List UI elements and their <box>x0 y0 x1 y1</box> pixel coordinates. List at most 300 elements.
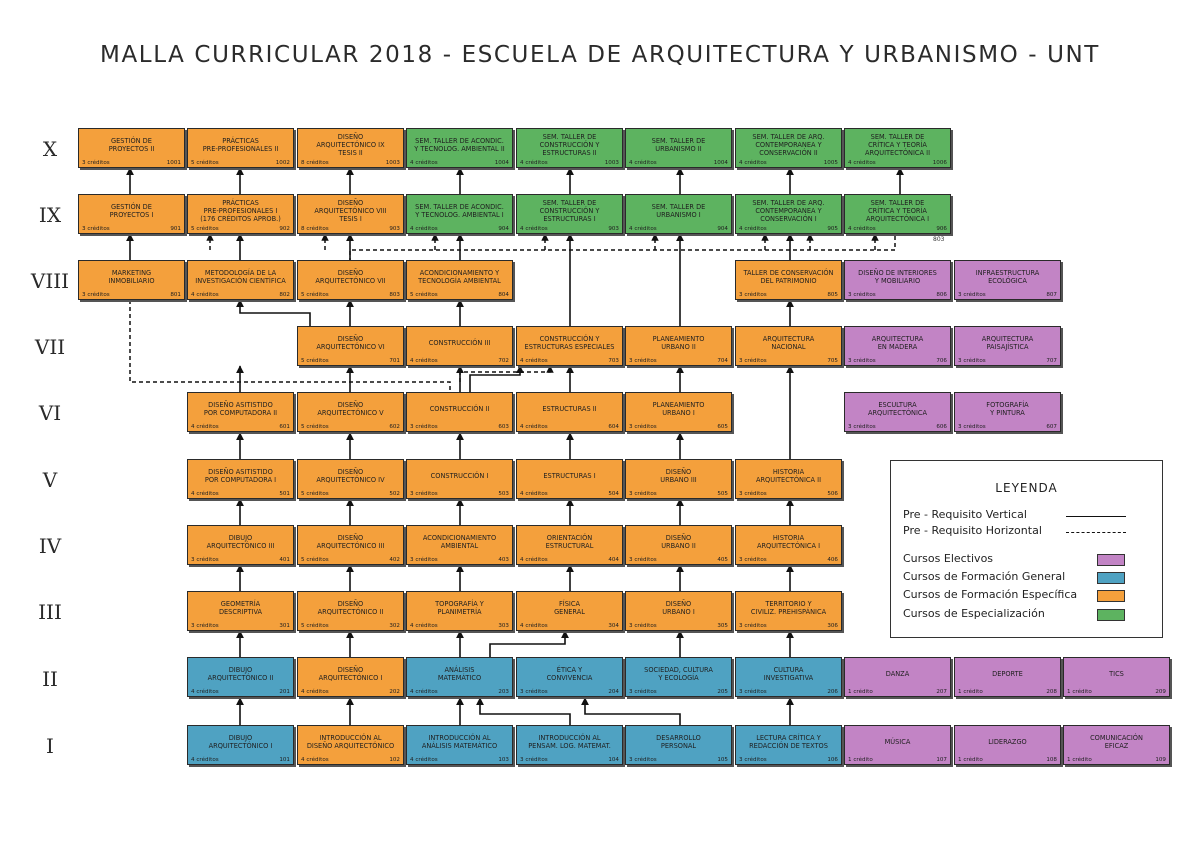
course-303[interactable] <box>406 591 513 631</box>
course-203[interactable] <box>406 657 513 697</box>
course-credits: 1 crédito <box>958 757 983 763</box>
course-1003-constr[interactable] <box>516 128 623 168</box>
course-name: ESCULTURA ARQUITECTÓNICA <box>867 401 928 417</box>
course-607[interactable] <box>954 392 1061 432</box>
course-name: DIBUJO ARQUITECTÓNICO I <box>208 734 273 750</box>
course-name: ESTRUCTURAS I <box>543 472 596 480</box>
course-605[interactable] <box>625 392 732 432</box>
course-code: 801 <box>170 292 181 298</box>
course-credits: 5 créditos <box>410 292 438 298</box>
course-name: INTRODUCCIÓN AL DISEÑO ARQUITECTÓNICO <box>306 734 395 750</box>
course-code: 101 <box>279 757 290 763</box>
course-code: 208 <box>1046 689 1057 695</box>
course-1006[interactable] <box>844 128 951 168</box>
course-406[interactable] <box>735 525 842 565</box>
course-credits: 4 créditos <box>520 623 548 629</box>
course-name: CULTURA INVESTIGATIVA <box>763 666 814 682</box>
page-title: MALLA CURRICULAR 2018 - ESCUELA DE ARQUITECTURA Y URBANISMO - UNT <box>100 42 1100 68</box>
course-code: 104 <box>608 757 619 763</box>
course-credits: 4 créditos <box>410 757 438 763</box>
course-credits: 4 créditos <box>520 358 548 364</box>
course-code: 1004 <box>713 160 728 166</box>
course-code: 804 <box>498 292 509 298</box>
course-code: 705 <box>827 358 838 364</box>
course-name: DISEÑO URBANO I <box>662 600 695 616</box>
course-credits: 3 créditos <box>82 292 110 298</box>
course-code: 1004 <box>494 160 509 166</box>
course-code: 1003 <box>385 160 400 166</box>
course-1004-acondic[interactable] <box>406 128 513 168</box>
course-credits: 4 créditos <box>520 557 548 563</box>
semester-label-iii: III <box>38 600 62 624</box>
course-name: TOPOGRAFÍA Y PLANIMETRÍA <box>435 600 484 616</box>
course-code: 108 <box>1046 757 1057 763</box>
course-name: ARQUITECTURA EN MADERA <box>871 335 924 351</box>
course-credits: 4 créditos <box>739 160 767 166</box>
course-name: DISEÑO ARQUITECTÓNICO VIII TESIS I <box>314 199 387 223</box>
course-credits: 5 créditos <box>301 358 329 364</box>
course-name: LIDERAZGO <box>988 738 1027 746</box>
course-code: 103 <box>498 757 509 763</box>
course-207[interactable] <box>844 657 951 697</box>
course-name: ACONDICIONAMIENTO Y TECNOLOGÍA AMBIENTAL <box>418 269 501 285</box>
course-name: DEPORTE <box>992 670 1023 678</box>
course-name: ESTRUCTURAS II <box>542 405 597 413</box>
course-code: 209 <box>1155 689 1166 695</box>
course-code: 707 <box>1046 358 1057 364</box>
course-name: SEM. TALLER DE CRÍTICA Y TEORÍA ARQUITECTÓNICA II <box>864 133 931 157</box>
course-602[interactable] <box>297 392 404 432</box>
link-203-304 <box>490 631 565 659</box>
course-credits: 3 créditos <box>739 623 767 629</box>
course-name: SEM. TALLER DE ARQ. CONTEMPORANEA Y CONSERVACIÓN I <box>752 199 825 223</box>
course-name: DISEÑO DE INTERIORES Y MOBILIARIO <box>858 269 937 285</box>
legend-swatch-green <box>1097 609 1125 621</box>
course-107[interactable] <box>844 725 951 765</box>
course-credits: 5 créditos <box>301 623 329 629</box>
course-901[interactable] <box>78 194 185 234</box>
course-902[interactable] <box>187 194 294 234</box>
course-name: CONSTRUCCIÓN Y ESTRUCTURAS ESPECIALES <box>524 335 615 351</box>
course-1004-urban[interactable] <box>625 128 732 168</box>
semester-label-viii: VIII <box>30 269 70 293</box>
course-905[interactable] <box>735 194 842 234</box>
course-name: DISEÑO ARQUITECTÓNICO II <box>317 600 384 616</box>
course-credits: 4 créditos <box>191 292 219 298</box>
course-credits: 4 créditos <box>410 689 438 695</box>
course-credits: 4 créditos <box>301 757 329 763</box>
course-code: 607 <box>1046 424 1057 430</box>
course-credits: 4 créditos <box>410 358 438 364</box>
course-code: 402 <box>389 557 400 563</box>
course-code: 207 <box>936 689 947 695</box>
course-502[interactable] <box>297 459 404 499</box>
course-code: 204 <box>608 689 619 695</box>
course-606[interactable] <box>844 392 951 432</box>
course-name: MARKETING INMOBILIARIO <box>108 269 155 285</box>
course-name: DISEÑO URBANO II <box>661 534 696 550</box>
legend-swatch-orange <box>1097 590 1125 602</box>
course-code: 502 <box>389 491 400 497</box>
course-code: 903 <box>389 226 400 232</box>
legend-horizontal-label: Pre - Requisito Horizontal <box>903 524 1042 537</box>
course-credits: 3 créditos <box>958 424 986 430</box>
course-credits: 3 créditos <box>739 292 767 298</box>
course-credits: 3 créditos <box>739 757 767 763</box>
course-credits: 5 créditos <box>191 226 219 232</box>
course-306[interactable] <box>735 591 842 631</box>
course-code: 603 <box>498 424 509 430</box>
course-credits: 3 créditos <box>410 557 438 563</box>
course-code: 109 <box>1155 757 1166 763</box>
link-104-203 <box>480 698 570 727</box>
legend-dashed-line <box>1066 532 1126 533</box>
course-503[interactable] <box>406 459 513 499</box>
course-code: 901 <box>170 226 181 232</box>
course-credits: 5 créditos <box>301 557 329 563</box>
course-code: 706 <box>936 358 947 364</box>
course-name: METODOLOGÍA DE LA INVESTIGACIÓN CIENTÍFICA <box>195 269 286 285</box>
course-code: 1006 <box>932 160 947 166</box>
course-807[interactable] <box>954 260 1061 300</box>
course-credits: 5 créditos <box>301 491 329 497</box>
course-906[interactable] <box>844 194 951 234</box>
course-name: DISEÑO ARQUITECTÓNICO V <box>317 401 384 417</box>
course-credits: 3 créditos <box>191 623 219 629</box>
course-credits: 1 crédito <box>848 689 873 695</box>
course-code: 807 <box>1046 292 1057 298</box>
course-code: 406 <box>827 557 838 563</box>
course-code: 301 <box>279 623 290 629</box>
course-106[interactable] <box>735 725 842 765</box>
course-name: MÚSICA <box>884 738 911 746</box>
course-109[interactable] <box>1063 725 1170 765</box>
course-202[interactable] <box>297 657 404 697</box>
course-code: 107 <box>936 757 947 763</box>
course-805[interactable] <box>735 260 842 300</box>
course-credits: 4 créditos <box>848 160 876 166</box>
course-credits: 1 crédito <box>848 757 873 763</box>
course-904-acondic[interactable] <box>406 194 513 234</box>
course-credits: 3 créditos <box>848 424 876 430</box>
course-name: CONSTRUCCIÓN II <box>429 405 490 413</box>
course-name: SEM. TALLER DE URBANISMO II <box>651 137 706 153</box>
course-name: SEM. TALLER DE ACONDIC. Y TECNOLOG. AMBIENTAL I <box>415 203 504 219</box>
course-209[interactable] <box>1063 657 1170 697</box>
course-name: FÍSICA GENERAL <box>554 600 585 616</box>
course-201[interactable] <box>187 657 294 697</box>
course-name: DISEÑO ASITISTIDO POR COMPUTADORA II <box>203 401 278 417</box>
course-code: 602 <box>389 424 400 430</box>
course-credits: 8 créditos <box>301 226 329 232</box>
legend-especifica-label: Cursos de Formación Específica <box>903 588 1078 601</box>
course-701[interactable] <box>297 326 404 366</box>
course-credits: 4 créditos <box>191 491 219 497</box>
course-504[interactable] <box>516 459 623 499</box>
course-name: HISTORIA ARQUITECTÓNICA II <box>755 468 822 484</box>
course-806[interactable] <box>844 260 951 300</box>
course-name: HISTORIA ARQUITECTÓNICA I <box>756 534 821 550</box>
course-code: 501 <box>279 491 290 497</box>
course-name: SEM. TALLER DE CRÍTICA Y TEORÍA ARQUITECTÓNICA I <box>865 199 930 223</box>
course-credits: 3 créditos <box>739 491 767 497</box>
course-name: PRÁCTICAS PRE-PROFESIONALES I (176 CRÉDITOS APROB.) <box>200 199 281 223</box>
course-code: 201 <box>279 689 290 695</box>
course-credits: 4 créditos <box>410 623 438 629</box>
course-104[interactable] <box>516 725 623 765</box>
course-name: DIBUJO ARQUITECTÓNICO III <box>206 534 275 550</box>
course-code: 1005 <box>823 160 838 166</box>
course-1002[interactable] <box>187 128 294 168</box>
course-credits: 4 créditos <box>520 160 548 166</box>
course-credits: 3 créditos <box>629 757 657 763</box>
course-903-constr[interactable] <box>516 194 623 234</box>
course-208[interactable] <box>954 657 1061 697</box>
course-code: 904 <box>717 226 728 232</box>
course-name: LECTURA CRÍTICA Y REDACCIÓN DE TEXTOS <box>749 734 828 750</box>
course-206[interactable] <box>735 657 842 697</box>
course-code: 805 <box>827 292 838 298</box>
course-credits: 5 créditos <box>191 160 219 166</box>
course-804[interactable] <box>406 260 513 300</box>
course-name: TALLER DE CONSERVACIÓN DEL PATRIMONIO <box>743 269 834 285</box>
legend-swatch-purple <box>1097 554 1125 566</box>
course-code: 1003 <box>604 160 619 166</box>
course-code: 304 <box>608 623 619 629</box>
legend-general-label: Cursos de Formación General <box>903 570 1066 583</box>
course-name: SEM. TALLER DE CONSTRUCCIÓN Y ESTRUCTURAS II <box>539 133 600 157</box>
course-code: 202 <box>389 689 400 695</box>
course-101[interactable] <box>187 725 294 765</box>
course-name: ORIENTACIÓN ESTRUCTURAL <box>545 534 594 550</box>
course-505[interactable] <box>625 459 732 499</box>
course-code: 106 <box>827 757 838 763</box>
course-credits: 3 créditos <box>739 689 767 695</box>
course-code: 505 <box>717 491 728 497</box>
course-code: 504 <box>608 491 619 497</box>
legend-vertical-label: Pre - Requisito Vertical <box>903 508 1027 521</box>
course-credits: 4 créditos <box>520 491 548 497</box>
course-code: 604 <box>608 424 619 430</box>
course-name: DISEÑO ARQUITECTÓNICO VII <box>315 269 386 285</box>
course-code: 306 <box>827 623 838 629</box>
course-code: 503 <box>498 491 509 497</box>
course-403[interactable] <box>406 525 513 565</box>
semester-label-ix: IX <box>38 203 62 227</box>
course-code: 506 <box>827 491 838 497</box>
course-604[interactable] <box>516 392 623 432</box>
course-code: 702 <box>498 358 509 364</box>
course-credits: 3 créditos <box>410 424 438 430</box>
course-105[interactable] <box>625 725 732 765</box>
course-credits: 4 créditos <box>410 226 438 232</box>
course-credits: 3 créditos <box>82 226 110 232</box>
course-name: CONSTRUCCIÓN I <box>430 472 489 480</box>
course-name: INFRAESTRUCTURA ECOLÓGICA <box>975 269 1040 285</box>
course-credits: 3 créditos <box>739 557 767 563</box>
course-name: GESTIÓN DE PROYECTOS II <box>108 137 155 153</box>
course-name: ACONDICIONAMIENTO AMBIENTAL <box>422 534 497 550</box>
course-305[interactable] <box>625 591 732 631</box>
course-name: DISEÑO ARQUITECTÓNICO IV <box>316 468 385 484</box>
course-704[interactable] <box>625 326 732 366</box>
course-102[interactable] <box>297 725 404 765</box>
course-name: ARQUITECTURA NACIONAL <box>762 335 815 351</box>
course-code: 303 <box>498 623 509 629</box>
course-904-urban[interactable] <box>625 194 732 234</box>
course-name: ARQUITECTURA PAISAJÍSTICA <box>981 335 1034 351</box>
legend-electivos-label: Cursos Electivos <box>903 552 994 565</box>
course-108[interactable] <box>954 725 1061 765</box>
course-credits: 5 créditos <box>301 424 329 430</box>
course-205[interactable] <box>625 657 732 697</box>
course-credits: 4 créditos <box>410 160 438 166</box>
course-name: GESTIÓN DE PROYECTOS I <box>109 203 154 219</box>
course-801[interactable] <box>78 260 185 300</box>
course-code: 305 <box>717 623 728 629</box>
course-credits: 3 créditos <box>629 491 657 497</box>
course-name: DANZA <box>885 670 910 678</box>
course-code: 205 <box>717 689 728 695</box>
course-credits: 3 créditos <box>958 358 986 364</box>
course-401[interactable] <box>187 525 294 565</box>
course-code: 405 <box>717 557 728 563</box>
course-1005[interactable] <box>735 128 842 168</box>
course-credits: 4 créditos <box>848 226 876 232</box>
course-credits: 5 créditos <box>301 292 329 298</box>
course-706[interactable] <box>844 326 951 366</box>
course-name: COMUNICACIÓN EFICAZ <box>1090 734 1143 750</box>
course-code: 102 <box>389 757 400 763</box>
course-702[interactable] <box>406 326 513 366</box>
course-credits: 4 créditos <box>739 226 767 232</box>
course-credits: 3 créditos <box>629 689 657 695</box>
legend-solid-line <box>1066 516 1126 517</box>
course-204[interactable] <box>516 657 623 697</box>
course-credits: 3 créditos <box>629 424 657 430</box>
semester-label-i: I <box>46 734 54 758</box>
course-credits: 4 créditos <box>301 689 329 695</box>
link-105-204 <box>585 698 680 727</box>
hlink-603-703 <box>460 366 550 382</box>
course-code: 905 <box>827 226 838 232</box>
course-code: 902 <box>279 226 290 232</box>
course-601[interactable] <box>187 392 294 432</box>
course-credits: 4 créditos <box>520 424 548 430</box>
legend-especializacion-label: Cursos de Especialización <box>903 607 1045 620</box>
course-code: 105 <box>717 757 728 763</box>
course-code: 806 <box>936 292 947 298</box>
course-credits: 4 créditos <box>629 226 657 232</box>
course-501[interactable] <box>187 459 294 499</box>
semester-label-v: V <box>42 468 58 492</box>
course-name: DESARROLLO PERSONAL <box>656 734 701 750</box>
course-name: ÉTICA Y CONVIVENCIA <box>546 666 593 682</box>
course-credits: 4 créditos <box>520 226 548 232</box>
link-701-802 <box>240 300 310 328</box>
legend-title: LEYENDA <box>995 481 1058 495</box>
course-credits: 3 créditos <box>848 358 876 364</box>
course-code: 904 <box>498 226 509 232</box>
course-name: PLANEAMIENTO URBANO II <box>652 335 705 351</box>
course-name: SEM. TALLER DE URBANISMO I <box>651 203 706 219</box>
course-506[interactable] <box>735 459 842 499</box>
semester-label-ii: II <box>42 667 58 691</box>
course-name: DISEÑO ARQUITECTÓNICO VI <box>316 335 385 351</box>
course-802[interactable] <box>187 260 294 300</box>
course-707[interactable] <box>954 326 1061 366</box>
course-code: 605 <box>717 424 728 430</box>
course-302[interactable] <box>297 591 404 631</box>
course-credits: 3 créditos <box>958 292 986 298</box>
course-credits: 1 crédito <box>958 689 983 695</box>
course-credits: 4 créditos <box>629 160 657 166</box>
course-code: 803 <box>389 292 400 298</box>
semester-label-vii: VII <box>34 335 66 359</box>
course-name: DIBUJO ARQUITECTÓNICO II <box>207 666 274 682</box>
course-credits: 3 créditos <box>82 160 110 166</box>
course-name: FOTOGRAFÍA Y PINTURA <box>986 401 1029 417</box>
link-603-703 <box>470 366 520 394</box>
course-705[interactable] <box>735 326 842 366</box>
course-code: 404 <box>608 557 619 563</box>
course-803[interactable] <box>297 260 404 300</box>
course-code: 1002 <box>275 160 290 166</box>
course-code: 906 <box>936 226 947 232</box>
course-code: 606 <box>936 424 947 430</box>
course-103[interactable] <box>406 725 513 765</box>
course-code: 206 <box>827 689 838 695</box>
course-credits: 1 crédito <box>1067 689 1092 695</box>
course-name: INTRODUCCIÓN AL ANÁLISIS MATEMÁTICO <box>421 734 498 750</box>
legend <box>890 460 1163 638</box>
course-304[interactable] <box>516 591 623 631</box>
course-402[interactable] <box>297 525 404 565</box>
course-903[interactable] <box>297 194 404 234</box>
course-credits: 4 créditos <box>191 757 219 763</box>
course-credits: 3 créditos <box>410 491 438 497</box>
course-name: INTRODUCCIÓN AL PENSAM. LOG. MATEMAT. <box>528 734 611 750</box>
course-404[interactable] <box>516 525 623 565</box>
course-1003[interactable] <box>297 128 404 168</box>
course-credits: 4 créditos <box>191 689 219 695</box>
course-credits: 3 créditos <box>191 557 219 563</box>
course-name: SEM. TALLER DE ARQ. CONTEMPORANEA Y CONSERVACIÓN II <box>752 133 825 157</box>
course-code: 203 <box>498 689 509 695</box>
course-code: 401 <box>279 557 290 563</box>
course-1001[interactable] <box>78 128 185 168</box>
course-603[interactable] <box>406 392 513 432</box>
course-name: DISEÑO ARQUITECTÓNICO IX TESIS II <box>316 133 385 157</box>
course-301[interactable] <box>187 591 294 631</box>
semester-label-vi: VI <box>38 401 62 425</box>
course-name: SEM. TALLER DE ACONDIC. Y TECNOLOG. AMBIENTAL II <box>414 137 505 153</box>
course-code: 1001 <box>166 160 181 166</box>
course-credits: 3 créditos <box>739 358 767 364</box>
semester-label-iv: IV <box>38 534 62 558</box>
course-credits: 3 créditos <box>520 689 548 695</box>
course-credits: 4 créditos <box>191 424 219 430</box>
course-703[interactable] <box>516 326 623 366</box>
course-name: PRÁCTICAS PRE-PROFESIONALES II <box>202 137 279 153</box>
course-credits: 3 créditos <box>520 757 548 763</box>
course-credits: 3 créditos <box>848 292 876 298</box>
course-credits: 3 créditos <box>629 557 657 563</box>
course-name: DISEÑO URBANO III <box>660 468 697 484</box>
course-name: DISEÑO ARQUITECTÓNICO III <box>316 534 385 550</box>
course-name: TICS <box>1109 670 1124 678</box>
course-405[interactable] <box>625 525 732 565</box>
